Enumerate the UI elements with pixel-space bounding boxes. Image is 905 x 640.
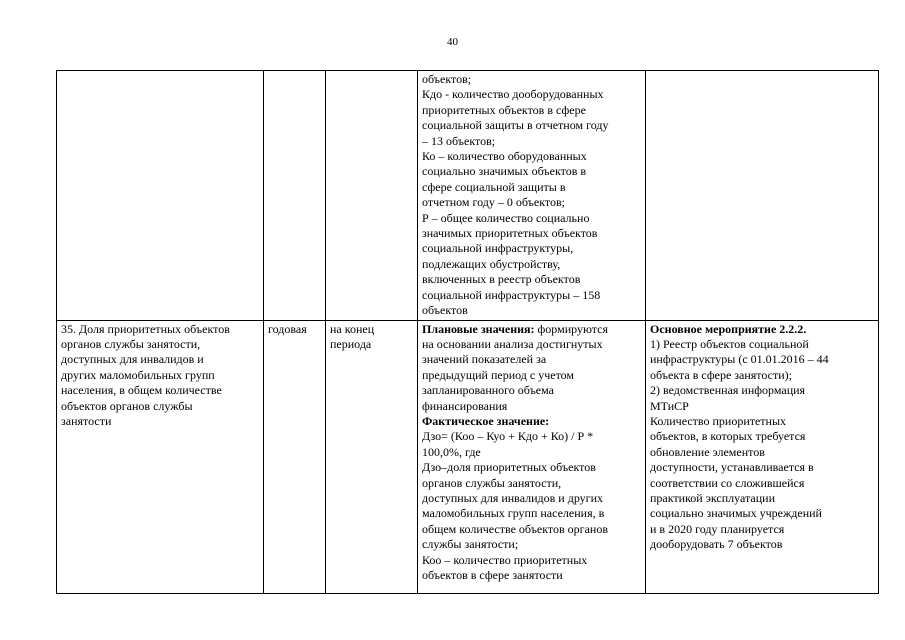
text-line: объекта в сфере занятости);: [650, 367, 793, 382]
text-line: занятости: [61, 413, 112, 428]
text-line: запланированного объема: [422, 383, 554, 398]
text-line: предыдущий период с учетом: [422, 367, 575, 382]
time-cell: [326, 320, 418, 593]
text-line: объектов;: [422, 72, 472, 86]
table-row: [57, 71, 879, 321]
text-line: сфере социальной защиты в: [422, 179, 566, 194]
text-line: отчетном году – 0 объектов;: [422, 195, 565, 210]
text-line: инфраструктуры (с 01.01.2016 – 44: [650, 352, 829, 367]
table-row: [57, 320, 879, 593]
text-line: Ко – количество оборудованных: [422, 149, 587, 164]
text-line: практикой эксплуатации: [650, 490, 775, 505]
source-cell: [646, 320, 879, 593]
text-line: Дзо–доля приоритетных объектов: [422, 460, 596, 475]
periodicity-cell: [264, 71, 326, 321]
text-line: Кдо - количество дооборудованных: [422, 87, 604, 102]
text-line: доступных для инвалидов и: [61, 352, 204, 367]
text-line: 1) Реестр объектов социальной: [650, 336, 809, 351]
text-line: социальной инфраструктуры,: [422, 241, 574, 256]
text-line: значений показателей за: [422, 352, 547, 367]
text-line: маломобильных групп населения, в: [422, 506, 605, 521]
time-cell: [326, 71, 418, 321]
text-line: органов службы занятости,: [61, 336, 201, 351]
text-line: доступных для инвалидов и других: [422, 490, 604, 505]
actual-value-label: Фактическое значение:: [422, 413, 550, 428]
calculation-cell: [418, 320, 646, 593]
indicator-table: [56, 70, 879, 594]
text-line: – 13 объектов;: [422, 133, 496, 148]
text-line: на конец: [330, 321, 375, 336]
text-line: приоритетных объектов в сфере: [422, 102, 586, 117]
text-line: объектов, в которых требуется: [650, 429, 806, 444]
indicator-name-cell: [57, 71, 264, 321]
text-line: объектов: [422, 303, 468, 318]
text-line: других маломобильных групп: [61, 367, 215, 382]
indicator-name-cell: [57, 320, 264, 593]
activity-heading: Основное мероприятие 2.2.2.: [650, 321, 807, 336]
text-line: и в 2020 году планируется: [650, 521, 785, 536]
text-line: периода: [330, 336, 372, 351]
calculation-cell: [418, 71, 646, 321]
text-line: 35. Доля приоритетных объектов: [61, 321, 230, 336]
text-line: Р – общее количество социально: [422, 210, 590, 225]
text-line: соответствии со сложившейся: [650, 475, 805, 490]
text-line: объектов в сфере занятости: [422, 568, 563, 582]
text-line: дооборудовать 7 объектов: [650, 537, 783, 552]
text-line: 100,0%, где: [422, 444, 481, 459]
text-line: на основании анализа достигнутых: [422, 336, 603, 351]
text-line: социальной защиты в отчетном году: [422, 118, 609, 133]
text-line: социальной инфраструктуры – 158: [422, 287, 601, 302]
text-line: значимых приоритетных объектов: [422, 226, 598, 241]
source-cell: [646, 71, 879, 321]
periodicity-cell: [264, 320, 326, 593]
text-line: Коо – количество приоритетных: [422, 552, 588, 567]
planned-values-label: Плановые значения:: [422, 321, 535, 336]
text-line: финансирования: [422, 398, 508, 413]
text-line: социально значимых объектов в: [422, 164, 587, 179]
page-number: 40: [447, 36, 458, 48]
text-line: населения, в общем количестве: [61, 383, 222, 398]
text-line: включенных в реестр объектов: [422, 272, 581, 287]
formula-line: Дзо= (Коо – Куо + Кдо + Ко) / Р *: [422, 429, 594, 444]
text-line: Количество приоритетных: [650, 413, 787, 428]
text-line: МТиСР: [650, 398, 689, 413]
text-line: обновление элементов: [650, 444, 765, 459]
text-line: социально значимых учреждений: [650, 506, 822, 521]
text-line: доступности, устанавливается в: [650, 460, 814, 475]
periodicity-value: годовая: [268, 321, 307, 336]
planned-values-line: [422, 322, 641, 337]
text-line: 2) ведомственная информация: [650, 383, 806, 398]
text-line: объектов органов службы: [61, 398, 193, 413]
text-line: общем количестве объектов органов: [422, 521, 608, 536]
text-line: органов службы занятости,: [422, 475, 562, 490]
planned-values-text: формируются: [534, 321, 609, 336]
text-line: службы занятости;: [422, 537, 519, 552]
text-line: подлежащих обустройству,: [422, 256, 561, 271]
